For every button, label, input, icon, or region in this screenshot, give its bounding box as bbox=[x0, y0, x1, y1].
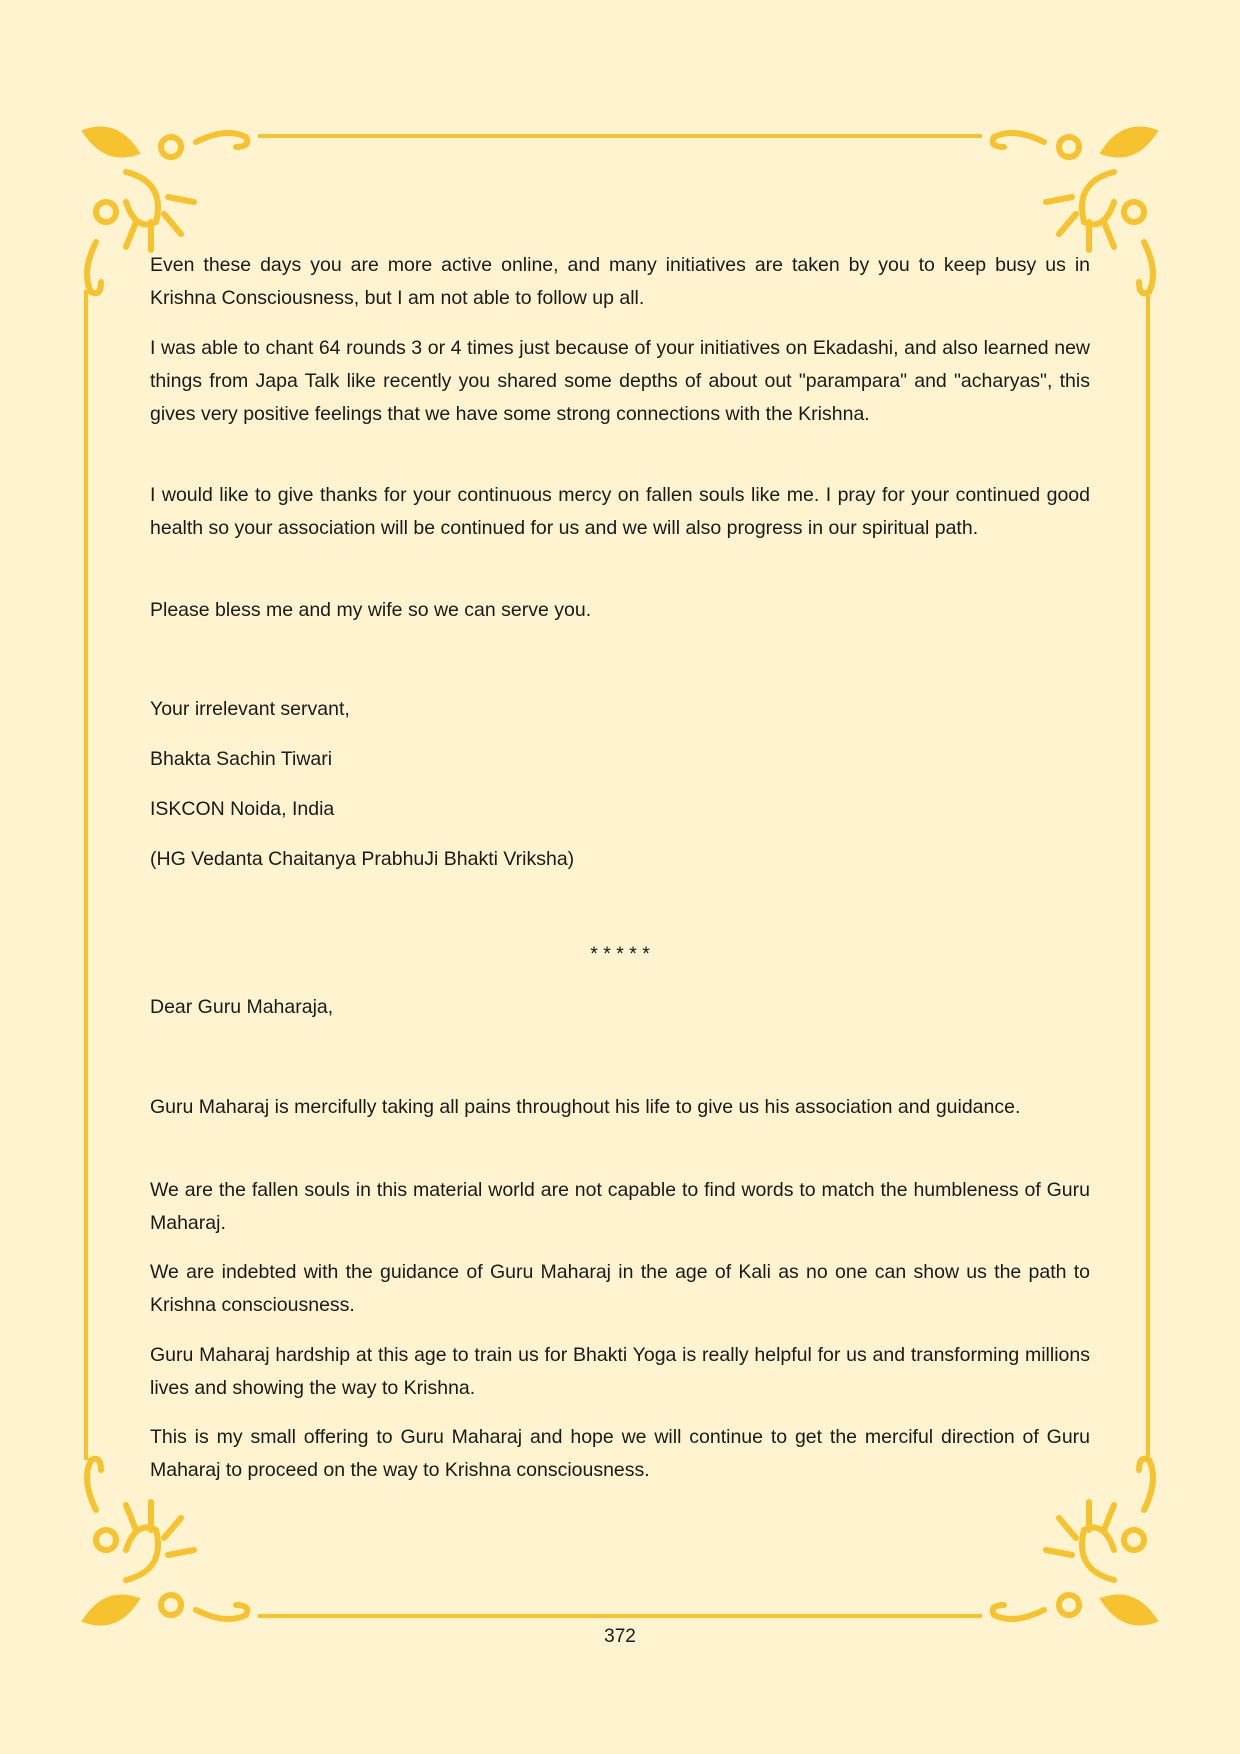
signature-location: ISKCON Noida, India bbox=[150, 798, 335, 820]
signature-group: (HG Vedanta Chaitanya PrabhuJi Bhakti Vriksha) bbox=[150, 848, 575, 870]
border-left bbox=[84, 290, 88, 1460]
salutation: Dear Guru Maharaja, bbox=[150, 996, 334, 1018]
signature-closing: Your irrelevant servant, bbox=[150, 698, 350, 720]
paragraph-text: We are indebted with the guidance of Guru Maharaj in the age of Kali as no one can show us the path to Krishna consciousness. bbox=[150, 1261, 1090, 1316]
paragraph-text: Guru Maharaj hardship at this age to train us for Bhakti Yoga is really helpful for us and transforming millions lives and showing the way to Krishna. bbox=[150, 1344, 1090, 1399]
signature-name: Bhakta Sachin Tiwari bbox=[150, 748, 333, 770]
paragraph bbox=[150, 332, 1090, 431]
page-number: 372 bbox=[604, 1626, 636, 1647]
paragraph-text: This is my small offering to Guru Maharaj and hope we will continue to get the merciful direction of Guru Maharaj to proceed on the way to Krishna consciousness. bbox=[150, 1426, 1090, 1481]
separator: * * * * * bbox=[590, 943, 650, 965]
paragraph bbox=[150, 1256, 1090, 1322]
border-right bbox=[1146, 290, 1150, 1460]
paragraph-text: I was able to chant 64 rounds 3 or 4 times just because of your initiatives on Ekadashi, and also learned new things from Japa Talk like recently you shared some depths of about out "parampara" and "acharyas", this gives very positive feelings that we have some strong connections with the Krishna. bbox=[150, 337, 1090, 425]
paragraph bbox=[150, 249, 1090, 315]
paragraph-text: Even these days you are more active online, and many initiatives are taken by you to keep busy us in Krishna Consciousness, but I am not able to follow up all. bbox=[150, 254, 1090, 309]
paragraph bbox=[150, 1174, 1090, 1240]
paragraph-text: Please bless me and my wife so we can serve you. bbox=[150, 599, 592, 621]
paragraph bbox=[150, 1091, 1090, 1124]
paragraph bbox=[150, 1339, 1090, 1405]
paragraph bbox=[150, 479, 1090, 545]
border-top bbox=[258, 134, 982, 138]
paragraph-text: Guru Maharaj is mercifully taking all pains throughout his life to give us his association and guidance. bbox=[150, 1096, 1021, 1118]
paragraph-text: I would like to give thanks for your continuous mercy on fallen souls like me. I pray for your continued good health so your association will be continued for us and we will also progress in our spiritual path. bbox=[150, 484, 1090, 539]
border-bottom bbox=[258, 1614, 982, 1618]
paragraph bbox=[150, 1421, 1090, 1487]
paragraph bbox=[150, 594, 1090, 627]
paragraph-text: We are the fallen souls in this material world are not capable to find words to match the humbleness of Guru Maharaj. bbox=[150, 1179, 1090, 1234]
